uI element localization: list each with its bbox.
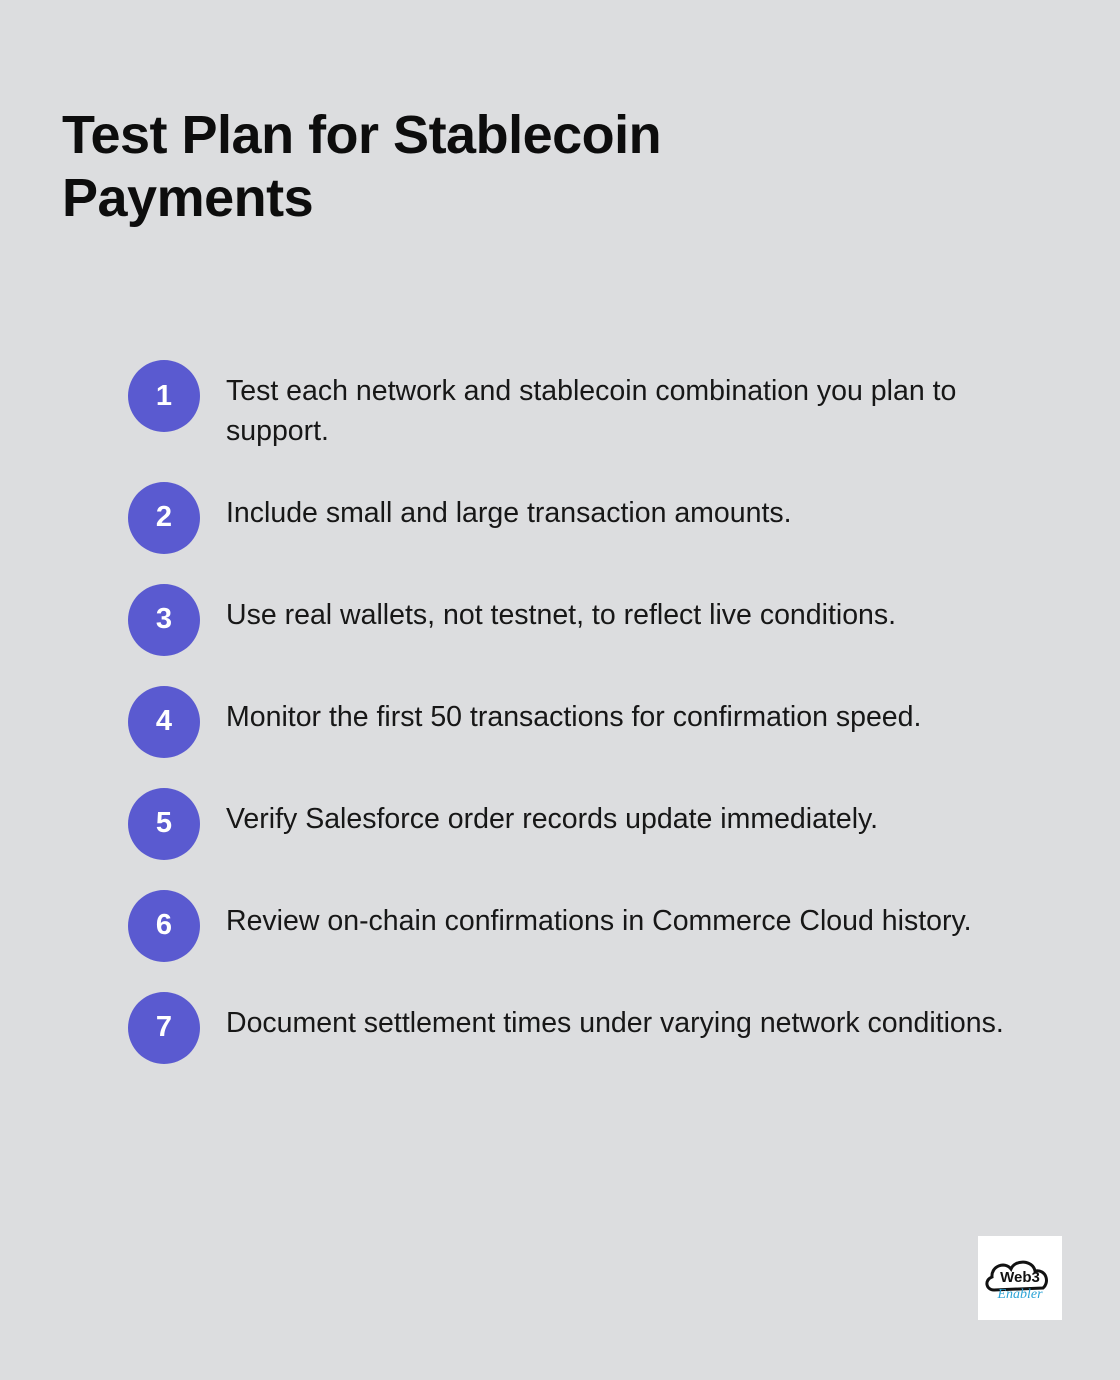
list-item [128, 360, 1048, 452]
step-text: Include small and large transaction amounts. [226, 496, 792, 529]
list-item [128, 686, 1048, 758]
step-number-badge: 2 [128, 482, 200, 554]
cloud-logo-icon [978, 1236, 1062, 1320]
logo-secondary-text: Enabler [997, 1287, 1043, 1302]
step-text: Use real wallets, not testnet, to reflect live conditions. [226, 598, 897, 631]
step-number-badge: 4 [128, 686, 200, 758]
step-number-badge: 3 [128, 584, 200, 656]
page-title: Test Plan for Stablecoin Payments [62, 105, 662, 228]
steps-list [128, 360, 1048, 1094]
step-text: Monitor the first 50 transactions for confirmation speed. [226, 700, 922, 733]
list-item [128, 584, 1048, 656]
list-item [128, 992, 1048, 1064]
step-number-badge: 7 [128, 992, 200, 1064]
step-number-badge: 5 [128, 788, 200, 860]
list-item [128, 482, 1048, 554]
list-item [128, 890, 1048, 962]
step-text: Review on-chain confirmations in Commerce Cloud history. [226, 904, 972, 937]
step-text: Document settlement times under varying network conditions. [226, 1006, 1004, 1039]
logo-primary-text: Web3 [1000, 1269, 1040, 1286]
list-item [128, 788, 1048, 860]
brand-logo [978, 1236, 1062, 1320]
step-text: Test each network and stablecoin combination you plan to support. [226, 375, 957, 448]
step-number-badge: 1 [128, 360, 200, 432]
step-text: Verify Salesforce order records update immediately. [226, 802, 879, 835]
step-number-badge: 6 [128, 890, 200, 962]
